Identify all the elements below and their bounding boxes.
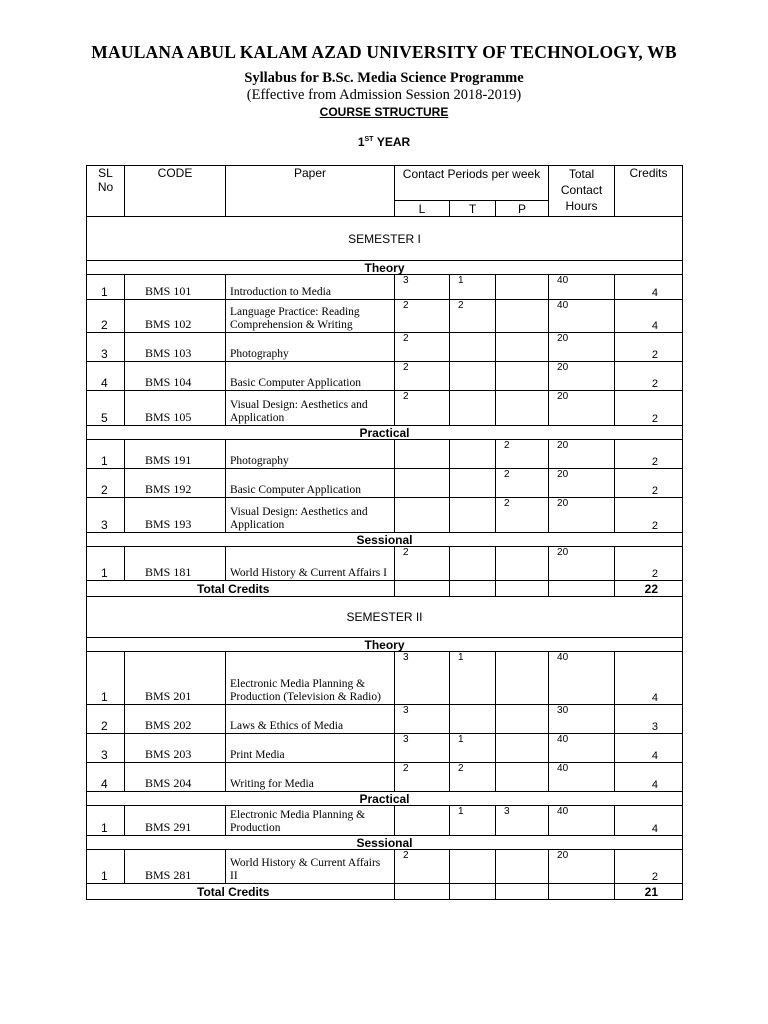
hours-cell: 40	[549, 734, 615, 763]
total-credits-row	[87, 581, 683, 597]
credits-cell: 2	[615, 440, 683, 469]
paper-cell: World History & Current Affairs II	[226, 850, 395, 884]
lecture-cell: 2	[395, 763, 450, 792]
lecture-cell	[395, 498, 450, 533]
paper-cell: Photography	[226, 333, 395, 362]
course-row	[87, 498, 683, 533]
empty-cell	[395, 581, 450, 597]
paper-cell: Basic Computer Application	[226, 469, 395, 498]
lecture-cell: 3	[395, 275, 450, 300]
code-cell: BMS 281	[125, 850, 226, 884]
group-label: Theory	[87, 261, 683, 275]
tutorial-cell: 2	[450, 763, 496, 792]
code-cell: BMS 201	[125, 652, 226, 705]
programme-title: Syllabus for B.Sc. Media Science Programme	[244, 70, 524, 86]
paper-cell: Introduction to Media	[226, 275, 395, 300]
code-cell: BMS 181	[125, 547, 226, 581]
empty-cell	[496, 884, 549, 900]
code-cell: BMS 202	[125, 705, 226, 734]
empty-cell	[450, 884, 496, 900]
paper-cell: Writing for Media	[226, 763, 395, 792]
col-header-code: CODE	[125, 166, 226, 217]
course-row	[87, 763, 683, 792]
credits-cell: 4	[615, 275, 683, 300]
course-row	[87, 734, 683, 763]
hours-cell: 20	[549, 362, 615, 391]
lecture-cell: 2	[395, 547, 450, 581]
tutorial-cell	[450, 850, 496, 884]
sl-cell: 2	[87, 469, 125, 498]
total-credits-value: 22	[615, 581, 683, 597]
lecture-cell: 2	[395, 391, 450, 426]
year-word: YEAR	[376, 135, 411, 149]
credits-cell: 2	[615, 850, 683, 884]
col-header-l: L	[395, 201, 450, 217]
course-row	[87, 547, 683, 581]
hours-cell: 40	[549, 300, 615, 333]
course-row	[87, 362, 683, 391]
practical-cell	[496, 362, 549, 391]
total-credits-value: 21	[615, 884, 683, 900]
col-header-total-hours: Total Contact Hours	[549, 166, 615, 217]
paper-cell: Electronic Media Planning & Production	[226, 806, 395, 836]
sl-cell: 1	[87, 806, 125, 836]
course-row	[87, 333, 683, 362]
code-cell: BMS 103	[125, 333, 226, 362]
paper-cell: Basic Computer Application	[226, 362, 395, 391]
code-cell: BMS 105	[125, 391, 226, 426]
credits-cell: 2	[615, 498, 683, 533]
col-header-contact-periods: Contact Periods per week	[395, 166, 549, 201]
practical-cell: 2	[496, 498, 549, 533]
empty-cell	[549, 581, 615, 597]
total-credits-row	[87, 884, 683, 900]
hours-cell: 40	[549, 652, 615, 705]
hours-cell: 20	[549, 547, 615, 581]
paper-cell: World History & Current Affairs I	[226, 547, 395, 581]
credits-cell: 3	[615, 705, 683, 734]
practical-cell	[496, 763, 549, 792]
course-row	[87, 806, 683, 836]
empty-cell	[549, 884, 615, 900]
sl-cell: 3	[87, 498, 125, 533]
sl-cell: 5	[87, 391, 125, 426]
col-header-p: P	[496, 201, 549, 217]
course-row	[87, 391, 683, 426]
tutorial-cell	[450, 362, 496, 391]
course-row	[87, 850, 683, 884]
tutorial-cell: 1	[450, 806, 496, 836]
lecture-cell: 3	[395, 734, 450, 763]
col-header-credits: Credits	[615, 166, 683, 217]
sl-cell: 4	[87, 763, 125, 792]
paper-cell: Print Media	[226, 734, 395, 763]
paper-cell: Photography	[226, 440, 395, 469]
sl-cell: 2	[87, 300, 125, 333]
course-structure-heading: COURSE STRUCTURE	[319, 105, 449, 119]
code-cell: BMS 193	[125, 498, 226, 533]
course-row	[87, 652, 683, 705]
credits-cell: 2	[615, 391, 683, 426]
sl-cell: 1	[87, 547, 125, 581]
credits-cell: 2	[615, 547, 683, 581]
practical-cell	[496, 652, 549, 705]
tutorial-cell: 2	[450, 300, 496, 333]
tutorial-cell	[450, 498, 496, 533]
practical-cell	[496, 300, 549, 333]
credits-cell: 4	[615, 806, 683, 836]
tutorial-cell: 1	[450, 275, 496, 300]
hours-cell: 40	[549, 275, 615, 300]
hours-cell: 40	[549, 806, 615, 836]
practical-cell	[496, 391, 549, 426]
group-row	[87, 638, 683, 652]
sl-cell: 3	[87, 333, 125, 362]
sl-cell: 4	[87, 362, 125, 391]
course-row	[87, 300, 683, 333]
empty-cell	[496, 581, 549, 597]
practical-cell: 2	[496, 440, 549, 469]
year-heading	[0, 135, 768, 149]
lecture-cell: 2	[395, 850, 450, 884]
credits-cell: 4	[615, 734, 683, 763]
semester-title: SEMESTER II	[87, 597, 683, 638]
credits-cell: 4	[615, 652, 683, 705]
paper-cell: Language Practice: Reading Comprehension & Writing	[226, 300, 395, 333]
empty-cell	[395, 884, 450, 900]
group-row	[87, 533, 683, 547]
course-row	[87, 275, 683, 300]
practical-cell: 2	[496, 469, 549, 498]
group-row	[87, 426, 683, 440]
tutorial-cell	[450, 547, 496, 581]
sl-cell: 1	[87, 440, 125, 469]
group-label: Theory	[87, 638, 683, 652]
lecture-cell: 3	[395, 705, 450, 734]
col-header-t: T	[450, 201, 496, 217]
sl-cell: 1	[87, 652, 125, 705]
group-row	[87, 792, 683, 806]
semester-row	[87, 597, 683, 638]
practical-cell: 3	[496, 806, 549, 836]
hours-cell: 20	[549, 498, 615, 533]
empty-cell	[450, 581, 496, 597]
lecture-cell: 2	[395, 300, 450, 333]
group-label: Practical	[87, 792, 683, 806]
paper-cell: Laws & Ethics of Media	[226, 705, 395, 734]
tutorial-cell	[450, 469, 496, 498]
course-row	[87, 705, 683, 734]
paper-cell: Visual Design: Aesthetics and Application	[226, 391, 395, 426]
year-ordinal-suffix: ST	[364, 136, 374, 143]
hours-cell: 20	[549, 850, 615, 884]
practical-cell	[496, 275, 549, 300]
tutorial-cell: 1	[450, 652, 496, 705]
lecture-cell: 3	[395, 652, 450, 705]
hours-cell: 20	[549, 440, 615, 469]
year-number: 1	[357, 135, 365, 149]
code-cell: BMS 291	[125, 806, 226, 836]
tutorial-cell	[450, 333, 496, 362]
hours-cell: 20	[549, 391, 615, 426]
practical-cell	[496, 705, 549, 734]
sl-cell: 1	[87, 850, 125, 884]
effective-session: (Effective from Admission Session 2018-2019)	[246, 87, 522, 103]
sl-cell: 2	[87, 705, 125, 734]
code-cell: BMS 192	[125, 469, 226, 498]
course-row	[87, 440, 683, 469]
paper-cell: Visual Design: Aesthetics and Application	[226, 498, 395, 533]
course-row	[87, 469, 683, 498]
sl-cell: 3	[87, 734, 125, 763]
tutorial-cell	[450, 391, 496, 426]
course-rows	[87, 217, 683, 900]
semester-title: SEMESTER I	[87, 217, 683, 261]
paper-cell: Electronic Media Planning & Production (Television & Radio)	[226, 652, 395, 705]
lecture-cell	[395, 440, 450, 469]
group-row	[87, 836, 683, 850]
tutorial-cell	[450, 440, 496, 469]
course-structure-table	[86, 165, 683, 900]
code-cell: BMS 104	[125, 362, 226, 391]
sl-cell: 1	[87, 275, 125, 300]
credits-cell: 2	[615, 469, 683, 498]
lecture-cell: 2	[395, 333, 450, 362]
credits-cell: 4	[615, 763, 683, 792]
lecture-cell	[395, 806, 450, 836]
lecture-cell: 2	[395, 362, 450, 391]
code-cell: BMS 101	[125, 275, 226, 300]
semester-row	[87, 217, 683, 261]
code-cell: BMS 191	[125, 440, 226, 469]
tutorial-cell: 1	[450, 734, 496, 763]
hours-cell: 30	[549, 705, 615, 734]
hours-cell: 40	[549, 763, 615, 792]
practical-cell	[496, 734, 549, 763]
code-cell: BMS 102	[125, 300, 226, 333]
group-label: Sessional	[87, 836, 683, 850]
practical-cell	[496, 333, 549, 362]
total-credits-label: Total Credits	[87, 884, 395, 900]
tutorial-cell	[450, 705, 496, 734]
practical-cell	[496, 547, 549, 581]
group-label: Sessional	[87, 533, 683, 547]
credits-cell: 2	[615, 333, 683, 362]
lecture-cell	[395, 469, 450, 498]
credits-cell: 4	[615, 300, 683, 333]
credits-cell: 2	[615, 362, 683, 391]
hours-cell: 20	[549, 333, 615, 362]
group-row	[87, 261, 683, 275]
total-credits-label: Total Credits	[87, 581, 395, 597]
code-cell: BMS 204	[125, 763, 226, 792]
hours-cell: 20	[549, 469, 615, 498]
col-header-paper: Paper	[226, 166, 395, 217]
university-title: MAULANA ABUL KALAM AZAD UNIVERSITY OF TECHNOLOGY, WB	[91, 42, 677, 62]
group-label: Practical	[87, 426, 683, 440]
code-cell: BMS 203	[125, 734, 226, 763]
col-header-sl: SL No	[87, 166, 125, 217]
practical-cell	[496, 850, 549, 884]
